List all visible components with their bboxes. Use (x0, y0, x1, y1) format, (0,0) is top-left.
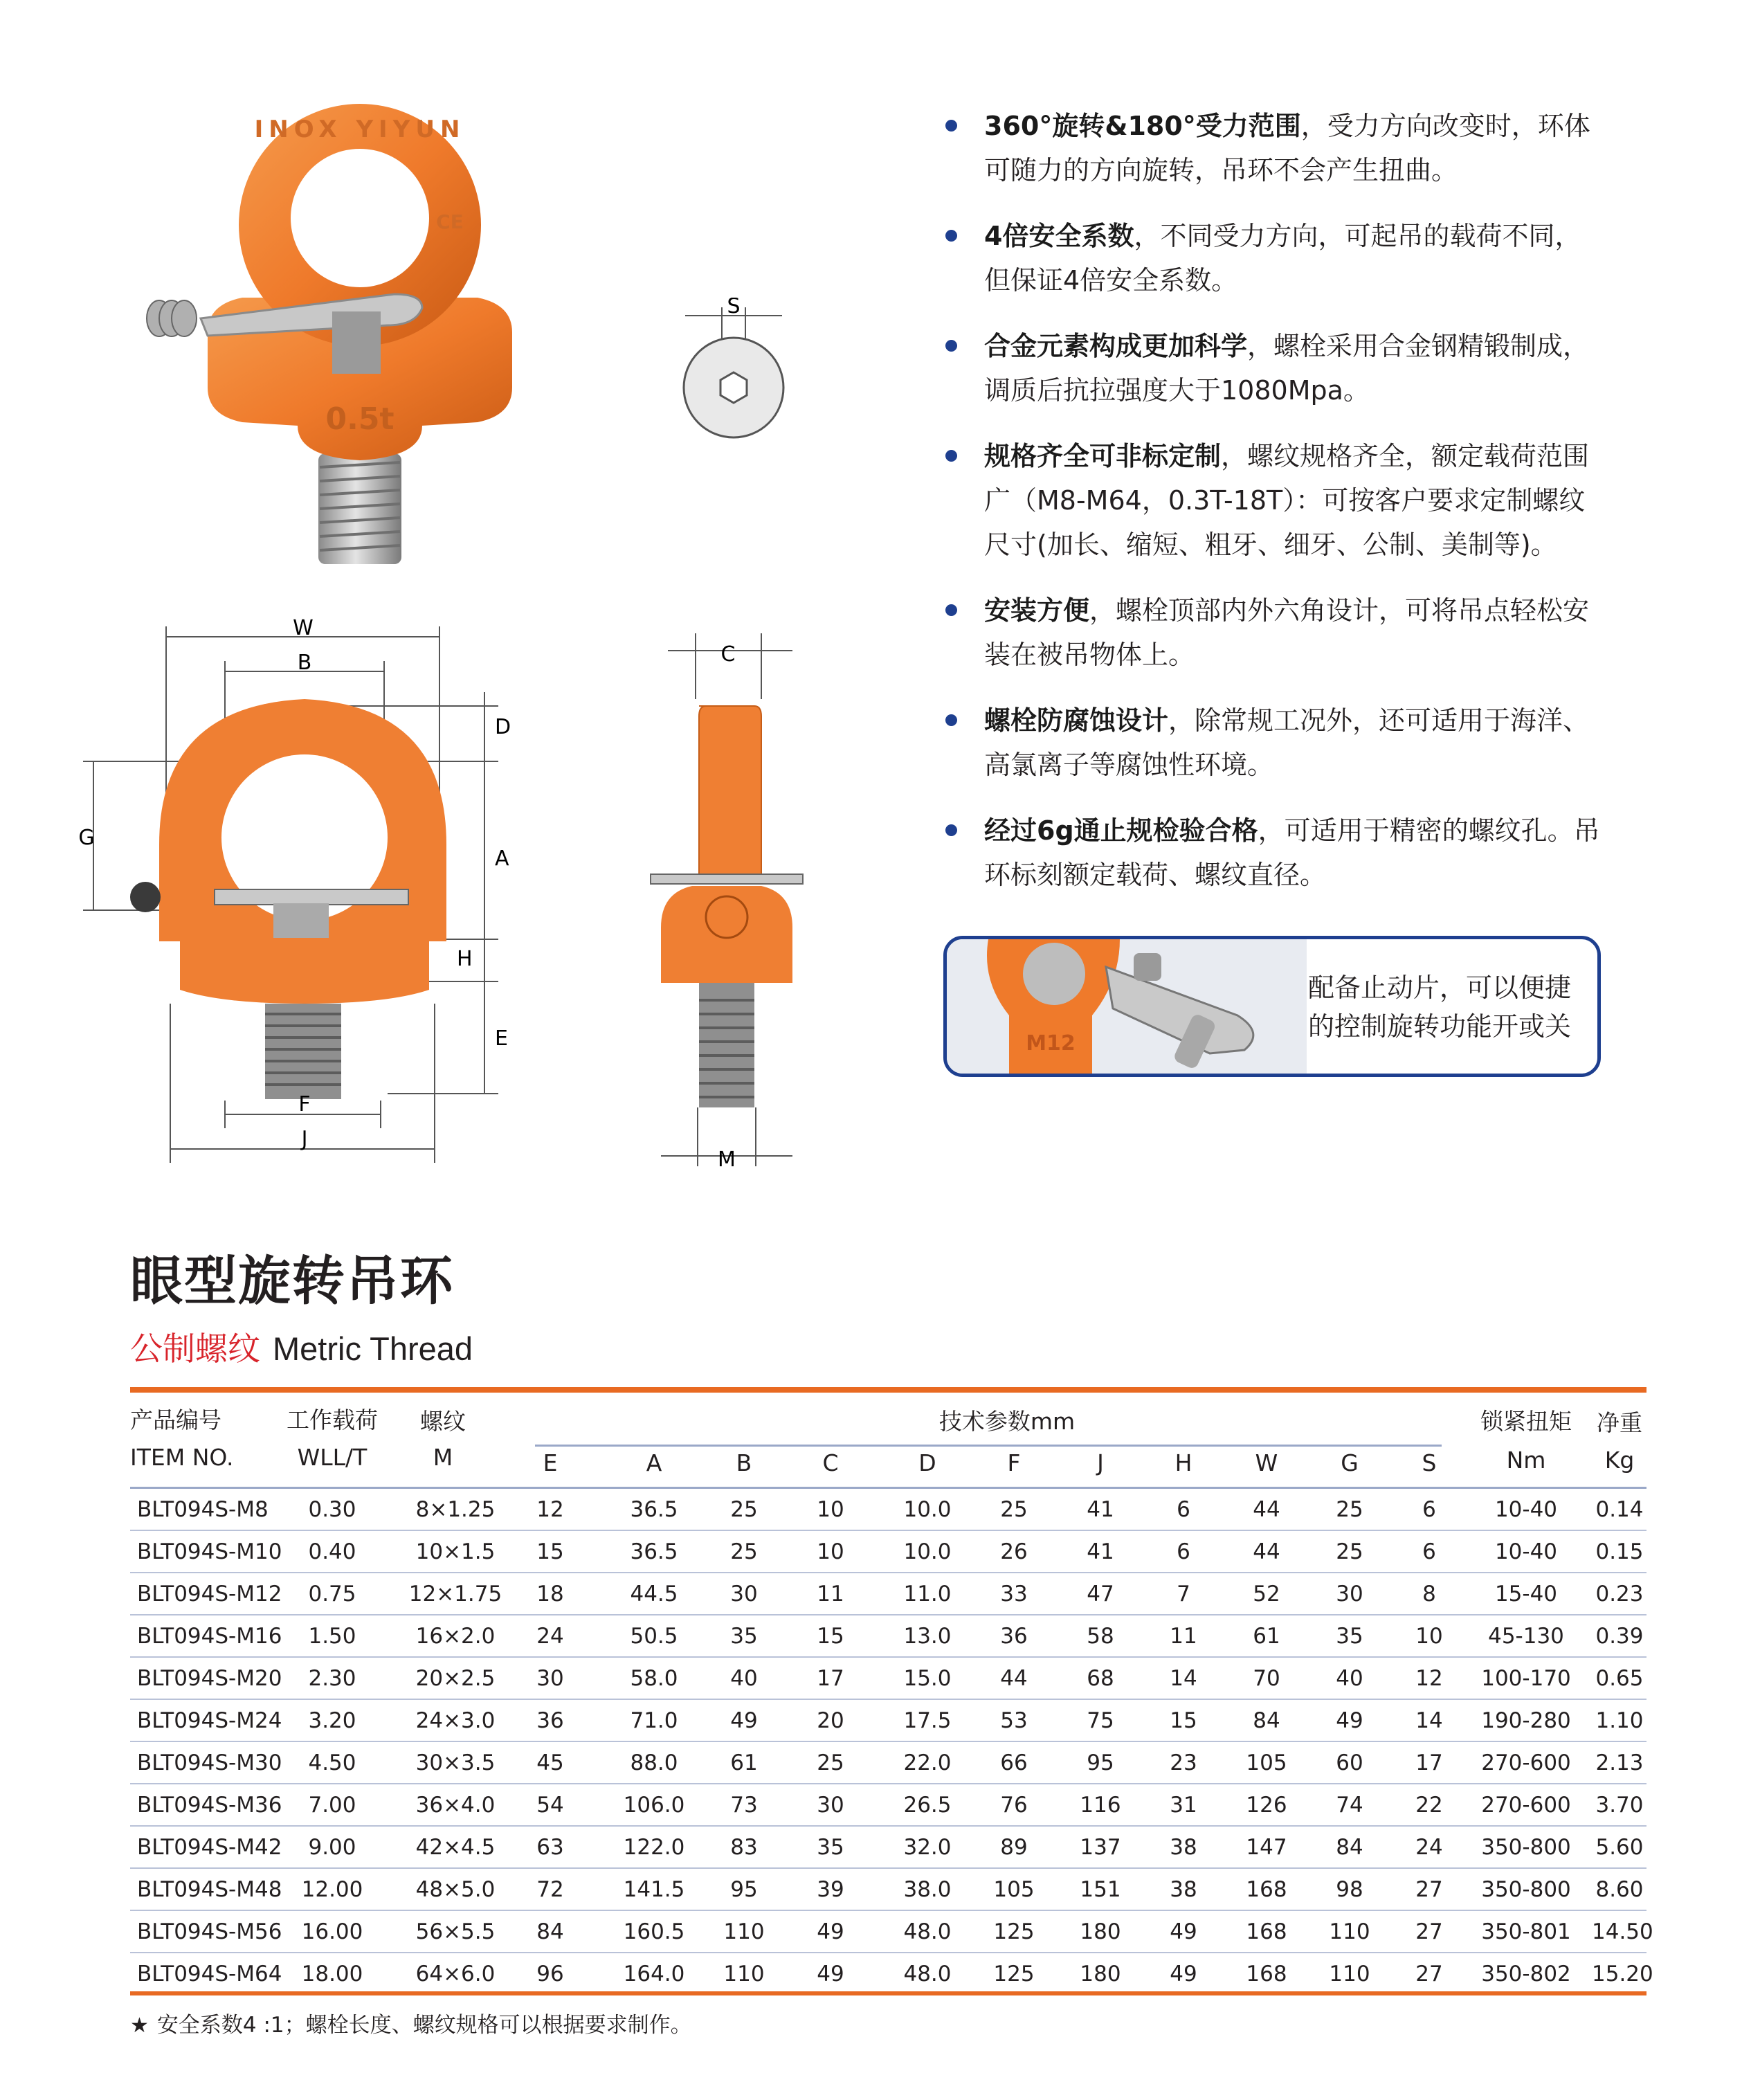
feature-item (941, 698, 1606, 787)
cell-g: 74 (1336, 1793, 1363, 1818)
cell-thread: 30×3.5 (415, 1750, 496, 1775)
cell-f: 36 (1000, 1624, 1028, 1649)
cell-d: 26.5 (903, 1793, 952, 1818)
cell-c: 49 (817, 1962, 844, 1986)
cell-w: 44 (1253, 1539, 1280, 1564)
cell-e: 45 (536, 1750, 564, 1775)
cell-thread: 10×1.5 (415, 1539, 496, 1564)
hdr-col-h: H (1174, 1449, 1192, 1476)
cell-item: BLT094S-M56 (137, 1919, 282, 1944)
cell-weight: 0.65 (1595, 1666, 1644, 1691)
cell-w: 61 (1253, 1624, 1280, 1649)
cell-item: BLT094S-M10 (137, 1539, 282, 1564)
spec-table-body (130, 1489, 1653, 1994)
cell-wll: 7.00 (308, 1793, 356, 1818)
footnote-text: 安全系数4 :1；螺栓长度、螺纹规格可以根据要求制作。 (156, 2013, 692, 2038)
cell-weight: 15.20 (1592, 1962, 1653, 1986)
cell-s: 27 (1415, 1877, 1443, 1902)
cell-j: 75 (1087, 1708, 1114, 1733)
hdr-thread-cn: 螺纹 (420, 1408, 466, 1435)
cell-g: 25 (1336, 1539, 1363, 1564)
cell-weight: 1.10 (1595, 1708, 1644, 1733)
cell-wll: 18.00 (301, 1962, 363, 1986)
hdr-col-s: S (1422, 1449, 1437, 1476)
table-row (130, 1489, 1646, 1531)
cell-s: 8 (1422, 1582, 1436, 1606)
cell-j: 47 (1087, 1582, 1114, 1606)
cell-b: 83 (730, 1835, 758, 1860)
spec-header-rule (535, 1445, 1442, 1447)
cell-b: 30 (730, 1582, 758, 1606)
hdr-col-b: B (736, 1449, 752, 1476)
cell-s: 17 (1415, 1750, 1443, 1775)
cell-e: 54 (536, 1793, 564, 1818)
cell-c: 35 (817, 1835, 844, 1860)
cell-b: 110 (723, 1919, 765, 1944)
hdr-col-w: W (1255, 1449, 1278, 1476)
cell-w: 168 (1246, 1919, 1287, 1944)
feature-bold: 4倍安全系数 (984, 221, 1134, 251)
subtitle-en: Metric Thread (273, 1330, 473, 1367)
table-row (130, 1742, 1646, 1784)
front-view-diagram (69, 616, 526, 1170)
cell-e: 30 (536, 1666, 564, 1691)
cell-torque: 10-40 (1494, 1539, 1558, 1564)
cell-wll: 12.00 (301, 1877, 363, 1902)
cell-h: 38 (1170, 1835, 1197, 1860)
hdr-torque-en: Nm (1506, 1447, 1546, 1474)
cell-a: 141.5 (623, 1877, 685, 1902)
subtitle (130, 1323, 473, 1370)
cell-f: 89 (1000, 1835, 1028, 1860)
callout-text: 配备止动片，可以便捷的控制旋转功能开或关 (1308, 972, 1572, 1042)
feature-text: ，螺栓采用合金钢精锻制成，调质后抗拉强度大于1080Mpa。 (984, 331, 1590, 406)
cell-e: 36 (536, 1708, 564, 1733)
cell-w: 147 (1246, 1835, 1287, 1860)
cell-d: 15.0 (903, 1666, 952, 1691)
cell-w: 44 (1253, 1497, 1280, 1522)
dim-label-h: H (457, 947, 473, 971)
table-row (130, 1615, 1646, 1658)
dim-label-c: C (720, 642, 736, 667)
cell-g: 35 (1336, 1624, 1363, 1649)
cell-f: 25 (1000, 1497, 1028, 1522)
cell-weight: 2.13 (1595, 1750, 1644, 1775)
table-row (130, 1573, 1646, 1615)
cell-h: 49 (1170, 1919, 1197, 1944)
cell-weight: 0.15 (1595, 1539, 1644, 1564)
cell-weight: 5.60 (1595, 1835, 1644, 1860)
cell-j: 68 (1087, 1666, 1114, 1691)
feature-item (941, 588, 1606, 677)
cell-wll: 3.20 (308, 1708, 356, 1733)
cell-g: 40 (1336, 1666, 1363, 1691)
cell-weight: 0.39 (1595, 1624, 1644, 1649)
hdr-torque-cn: 锁紧扭矩 (1480, 1408, 1572, 1435)
cell-torque: 350-800 (1481, 1835, 1571, 1860)
cell-torque: 100-170 (1481, 1666, 1571, 1691)
hdr-col-a: A (646, 1449, 662, 1476)
cell-e: 63 (536, 1835, 564, 1860)
cell-b: 25 (730, 1539, 758, 1564)
cell-h: 31 (1170, 1793, 1197, 1818)
stop-plate-photo (947, 939, 1307, 1074)
feature-bold: 安装方便 (984, 595, 1090, 626)
subtitle-cn: 公制螺纹 (130, 1330, 260, 1368)
cell-d: 38.0 (903, 1877, 952, 1902)
cell-w: 105 (1246, 1750, 1287, 1775)
cell-w: 168 (1246, 1877, 1287, 1902)
cell-f: 125 (993, 1919, 1035, 1944)
cell-torque: 270-600 (1481, 1793, 1571, 1818)
hdr-weight-cn: 净重 (1597, 1409, 1642, 1436)
dim-label-b: B (297, 651, 312, 675)
cell-item: BLT094S-M16 (137, 1624, 282, 1649)
cell-b: 61 (730, 1750, 758, 1775)
cell-d: 13.0 (903, 1624, 952, 1649)
cell-b: 95 (730, 1877, 758, 1902)
cell-g: 25 (1336, 1497, 1363, 1522)
cell-j: 151 (1080, 1877, 1121, 1902)
top-view-diagram (671, 298, 796, 450)
dim-label-s: S (727, 298, 741, 318)
cell-f: 44 (1000, 1666, 1028, 1691)
cell-a: 164.0 (623, 1962, 685, 1986)
cell-j: 180 (1080, 1962, 1121, 1986)
cell-a: 71.0 (630, 1708, 678, 1733)
hdr-wll-en: WLL/T (297, 1444, 368, 1471)
bullet-icon (945, 604, 957, 616)
cell-thread: 12×1.75 (408, 1582, 502, 1606)
cell-s: 27 (1415, 1919, 1443, 1944)
cell-h: 49 (1170, 1962, 1197, 1986)
hdr-col-g: G (1341, 1449, 1359, 1476)
cell-thread: 36×4.0 (415, 1793, 496, 1818)
bullet-icon (945, 340, 957, 352)
cell-g: 98 (1336, 1877, 1363, 1902)
feature-bold: 合金元素构成更加科学 (984, 331, 1248, 361)
cell-c: 11 (817, 1582, 844, 1606)
cell-d: 48.0 (903, 1919, 952, 1944)
cell-thread: 16×2.0 (415, 1624, 496, 1649)
cell-j: 41 (1087, 1539, 1114, 1564)
cell-c: 25 (817, 1750, 844, 1775)
cell-b: 110 (723, 1962, 765, 1986)
hdr-col-d: D (918, 1449, 936, 1476)
cell-e: 15 (536, 1539, 564, 1564)
cell-s: 10 (1415, 1624, 1443, 1649)
cell-torque: 270-600 (1481, 1750, 1571, 1775)
dim-label-d: D (495, 715, 511, 739)
cell-torque: 350-802 (1481, 1962, 1571, 1986)
cell-g: 30 (1336, 1582, 1363, 1606)
feature-text: ，除常规工况外，还可适用于海洋、高氯离子等腐蚀性环境。 (984, 705, 1590, 780)
cell-e: 12 (536, 1497, 564, 1522)
brand-mark: INOX YIYUN (254, 116, 466, 143)
bullet-icon (945, 714, 957, 726)
cell-weight: 14.50 (1592, 1919, 1653, 1944)
table-row (130, 1658, 1646, 1700)
table-row (130, 1827, 1646, 1869)
cell-thread: 24×3.0 (415, 1708, 496, 1733)
cell-h: 23 (1170, 1750, 1197, 1775)
cell-w: 168 (1246, 1962, 1287, 1986)
hdr-thread-en: M (433, 1444, 453, 1471)
ce-mark: CE (436, 210, 464, 233)
bullet-icon (945, 824, 957, 836)
cell-thread: 56×5.5 (415, 1919, 496, 1944)
cell-j: 58 (1087, 1624, 1114, 1649)
cell-b: 25 (730, 1497, 758, 1522)
footnote (130, 2007, 692, 2038)
callout-ring-mark: M12 (1026, 1031, 1076, 1056)
feature-text: ，螺栓顶部内外六角设计，可将吊点轻松安装在被吊物体上。 (984, 595, 1590, 670)
feature-text: ，可适用于精密的螺纹孔。吊环标刻额定载荷、螺纹直径。 (984, 815, 1600, 890)
cell-d: 22.0 (903, 1750, 952, 1775)
cell-torque: 45-130 (1488, 1624, 1564, 1649)
cell-wll: 0.75 (308, 1582, 356, 1606)
cell-h: 6 (1177, 1497, 1190, 1522)
hdr-spec: 技术参数mm (938, 1408, 1076, 1435)
cell-a: 122.0 (623, 1835, 685, 1860)
cell-g: 110 (1329, 1919, 1370, 1944)
cell-item: BLT094S-M8 (137, 1497, 269, 1522)
feature-bold: 360°旋转&180°受力范围 (984, 111, 1301, 141)
cell-e: 96 (536, 1962, 564, 1986)
cell-wll: 16.00 (301, 1919, 363, 1944)
cell-g: 49 (1336, 1708, 1363, 1733)
dim-label-a: A (495, 847, 509, 871)
cell-a: 106.0 (623, 1793, 685, 1818)
cell-f: 33 (1000, 1582, 1028, 1606)
cell-c: 15 (817, 1624, 844, 1649)
feature-text: ，螺纹规格齐全，额定载荷范围广（M8-M64，0.3T-18T）：可按客户要求定制螺纹尺寸(加长、缩短、粗牙、细牙、公制、美制等)。 (984, 441, 1590, 560)
dim-label-w: W (293, 616, 314, 640)
cell-s: 6 (1422, 1539, 1436, 1564)
cell-torque: 350-801 (1481, 1919, 1571, 1944)
cell-weight: 0.14 (1595, 1497, 1644, 1522)
feature-item (941, 214, 1606, 302)
cell-g: 84 (1336, 1835, 1363, 1860)
cell-b: 40 (730, 1666, 758, 1691)
cell-weight: 8.60 (1595, 1877, 1644, 1902)
cell-w: 70 (1253, 1666, 1280, 1691)
cell-wll: 1.50 (308, 1624, 356, 1649)
cell-c: 30 (817, 1793, 844, 1818)
table-row (130, 1531, 1646, 1573)
cell-a: 36.5 (630, 1539, 678, 1564)
cell-e: 18 (536, 1582, 564, 1606)
cell-s: 24 (1415, 1835, 1443, 1860)
hdr-item-cn: 产品编号 (130, 1406, 221, 1433)
cell-f: 66 (1000, 1750, 1028, 1775)
cell-thread: 20×2.5 (415, 1666, 496, 1691)
hdr-weight-en: Kg (1604, 1447, 1635, 1474)
cell-item: BLT094S-M48 (137, 1877, 282, 1902)
feature-bold: 规格齐全可非标定制 (984, 441, 1222, 471)
feature-bold: 螺栓防腐蚀设计 (984, 705, 1169, 736)
table-row (130, 1869, 1646, 1911)
page-title: 眼型旋转吊环 (130, 1250, 454, 1312)
feature-item (941, 434, 1606, 567)
cell-b: 49 (730, 1708, 758, 1733)
load-mark: 0.5t (325, 401, 394, 437)
cell-item: BLT094S-M12 (137, 1582, 282, 1606)
cell-weight: 3.70 (1595, 1793, 1644, 1818)
cell-g: 110 (1329, 1962, 1370, 1986)
cell-torque: 10-40 (1494, 1497, 1558, 1522)
dim-label-m: M (718, 1148, 736, 1172)
cell-h: 14 (1170, 1666, 1197, 1691)
dim-label-e: E (495, 1026, 508, 1051)
cell-j: 137 (1080, 1835, 1121, 1860)
feature-bold: 经过6g通止规检验合格 (984, 815, 1258, 846)
feature-text: ，不同受力方向，可起吊的载荷不同，但保证4倍安全系数。 (984, 221, 1581, 296)
hdr-item-en: ITEM NO. (130, 1444, 234, 1471)
cell-c: 17 (817, 1666, 844, 1691)
cell-c: 39 (817, 1877, 844, 1902)
cell-h: 7 (1177, 1582, 1190, 1606)
cell-a: 50.5 (630, 1624, 678, 1649)
cell-w: 52 (1253, 1582, 1280, 1606)
cell-s: 6 (1422, 1497, 1436, 1522)
feature-text: ，受力方向改变时，环体可随力的方向旋转，吊环不会产生扭曲。 (984, 111, 1590, 185)
cell-f: 26 (1000, 1539, 1028, 1564)
cell-thread: 64×6.0 (415, 1962, 496, 1986)
cell-a: 58.0 (630, 1666, 678, 1691)
cell-c: 49 (817, 1919, 844, 1944)
cell-g: 60 (1336, 1750, 1363, 1775)
cell-d: 10.0 (903, 1539, 952, 1564)
cell-item: BLT094S-M36 (137, 1793, 282, 1818)
cell-thread: 8×1.25 (415, 1497, 496, 1522)
table-bottom-rule (130, 1991, 1646, 1995)
cell-c: 20 (817, 1708, 844, 1733)
cell-wll: 0.40 (308, 1539, 356, 1564)
star-icon: ★ (130, 2013, 149, 2038)
cell-a: 160.5 (623, 1919, 685, 1944)
cell-f: 125 (993, 1962, 1035, 1986)
feature-item (941, 104, 1606, 192)
cell-h: 15 (1170, 1708, 1197, 1733)
hdr-col-j: J (1097, 1449, 1104, 1476)
cell-h: 38 (1170, 1877, 1197, 1902)
cell-e: 72 (536, 1877, 564, 1902)
cell-s: 27 (1415, 1962, 1443, 1986)
bullet-icon (945, 120, 957, 132)
bullet-icon (945, 230, 957, 242)
cell-item: BLT094S-M42 (137, 1835, 282, 1860)
hdr-wll-cn: 工作载荷 (287, 1406, 378, 1433)
cell-thread: 42×4.5 (415, 1835, 496, 1860)
cell-c: 10 (817, 1539, 844, 1564)
cell-b: 35 (730, 1624, 758, 1649)
cell-s: 12 (1415, 1666, 1443, 1691)
cell-e: 24 (536, 1624, 564, 1649)
cell-h: 6 (1177, 1539, 1190, 1564)
cell-item: BLT094S-M24 (137, 1708, 282, 1733)
dim-label-g: G (78, 826, 95, 850)
table-row (130, 1784, 1646, 1827)
table-top-rule (130, 1387, 1646, 1393)
cell-wll: 0.30 (308, 1497, 356, 1522)
feature-list (941, 104, 1606, 918)
table-row (130, 1953, 1653, 1994)
cell-thread: 48×5.0 (415, 1877, 496, 1902)
cell-item: BLT094S-M20 (137, 1666, 282, 1691)
cell-j: 116 (1080, 1793, 1121, 1818)
cell-j: 95 (1087, 1750, 1114, 1775)
cell-torque: 15-40 (1494, 1582, 1558, 1606)
cell-wll: 4.50 (308, 1750, 356, 1775)
cell-wll: 2.30 (308, 1666, 356, 1691)
table-row (130, 1700, 1646, 1742)
cell-s: 14 (1415, 1708, 1443, 1733)
cell-f: 76 (1000, 1793, 1028, 1818)
cell-item: BLT094S-M64 (137, 1962, 282, 1986)
cell-torque: 190-280 (1481, 1708, 1571, 1733)
cell-d: 10.0 (903, 1497, 952, 1522)
cell-f: 53 (1000, 1708, 1028, 1733)
cell-item: BLT094S-M30 (137, 1750, 282, 1775)
table-row (130, 1911, 1653, 1953)
cell-w: 126 (1246, 1793, 1287, 1818)
cell-e: 84 (536, 1919, 564, 1944)
cell-a: 36.5 (630, 1497, 678, 1522)
product-photo (131, 97, 547, 581)
cell-s: 22 (1415, 1793, 1443, 1818)
cell-d: 11.0 (903, 1582, 952, 1606)
cell-a: 88.0 (630, 1750, 678, 1775)
side-view-diagram (623, 623, 817, 1177)
cell-d: 32.0 (903, 1835, 952, 1860)
dim-label-f: F (298, 1092, 311, 1116)
cell-c: 10 (817, 1497, 844, 1522)
cell-j: 180 (1080, 1919, 1121, 1944)
cell-w: 84 (1253, 1708, 1280, 1733)
cell-f: 105 (993, 1877, 1035, 1902)
hdr-col-e: E (543, 1449, 558, 1476)
hdr-col-c: C (822, 1449, 839, 1476)
cell-weight: 0.23 (1595, 1582, 1644, 1606)
bullet-icon (945, 450, 957, 462)
dim-label-j: J (301, 1127, 308, 1151)
hdr-col-f: F (1007, 1449, 1021, 1476)
cell-a: 44.5 (630, 1582, 678, 1606)
cell-b: 73 (730, 1793, 758, 1818)
feature-item (941, 324, 1606, 413)
cell-torque: 350-800 (1481, 1877, 1571, 1902)
cell-wll: 9.00 (308, 1835, 356, 1860)
cell-d: 48.0 (903, 1962, 952, 1986)
cell-d: 17.5 (903, 1708, 952, 1733)
stop-plate-callout (943, 936, 1601, 1077)
cell-h: 11 (1170, 1624, 1197, 1649)
cell-j: 41 (1087, 1497, 1114, 1522)
feature-item (941, 808, 1606, 897)
